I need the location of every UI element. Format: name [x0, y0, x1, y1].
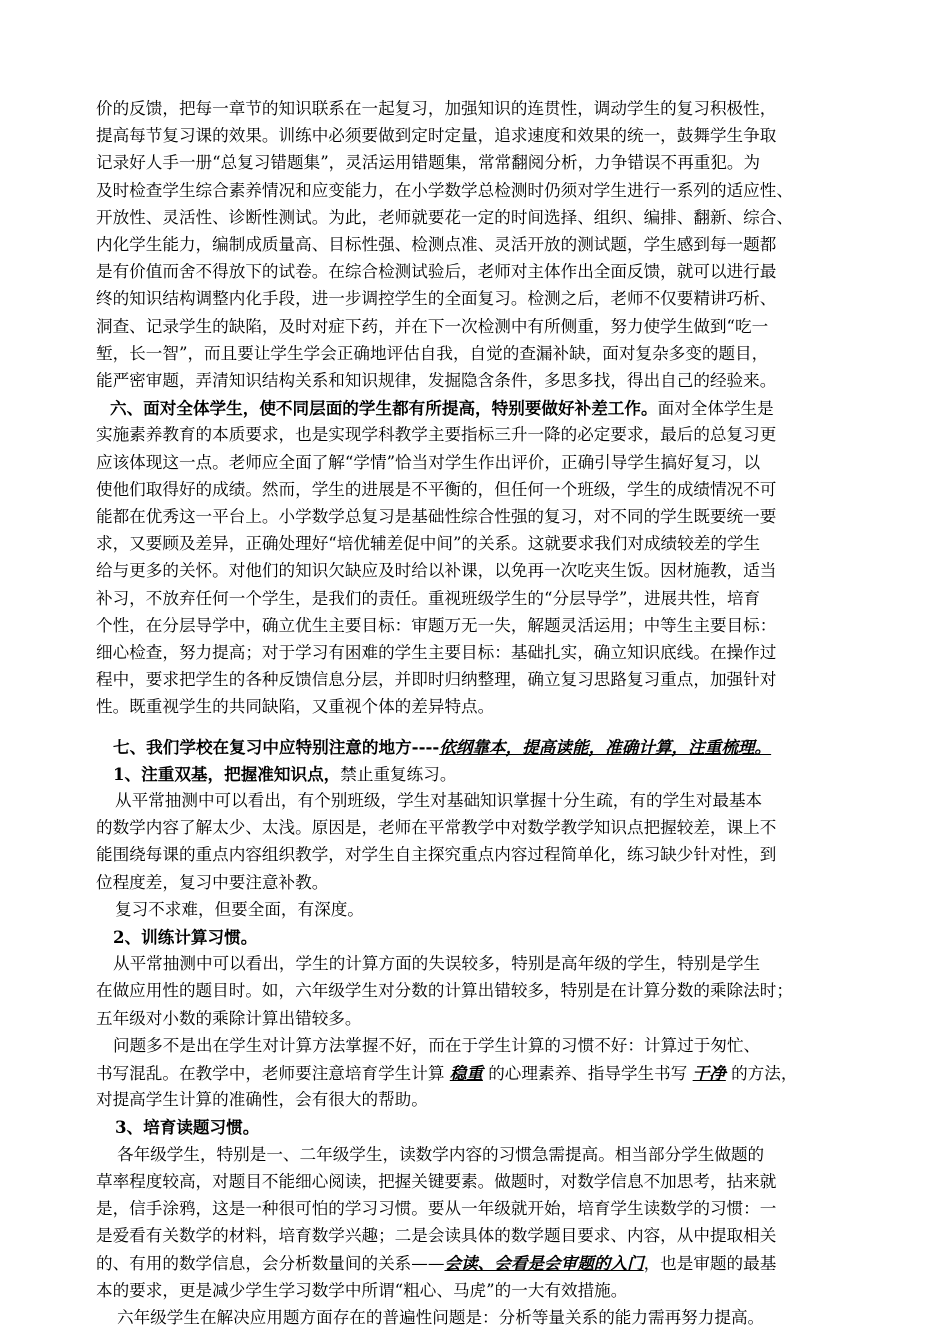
paragraph-line-mixed [96, 1060, 797, 1086]
paragraph-line: 记录好人手一册“总复习错题集”，灵活运用错题集，常常翻阅分析，力争错误不再重犯。为 [96, 153, 761, 173]
paragraph-line: 提高每节复习课的效果。训练中必须要做到定时定量，追求速度和效果的统一，鼓舞学生争取 [96, 126, 777, 146]
section-6-heading: 六、面对全体学生，使不同层面的学生都有所提高，特别要做好补差工作。 [110, 398, 658, 419]
paragraph-line: 从平常抽测中可以看出，学生的计算方面的失误较多，特别是高年级的学生，特别是学生 [113, 954, 761, 974]
paragraph-line: 价的反馈，把每一章节的知识联系在一起复习，加强知识的连贯性，调动学生的复习积极性， [96, 99, 777, 118]
paragraph-line-mixed [96, 1250, 776, 1276]
paragraph-line: 是有价值而舍不得放下的试卷。在综合检测试验后，老师对主体作出全面反馈，就可以进行最 [96, 262, 777, 282]
paragraph-line: 程中，要求把学生的各种反馈信息分层，并即时归纳整理，确立复习思路复习重点，加强针对 [96, 670, 777, 690]
text-run: 的方法， [731, 1064, 798, 1083]
paragraph-line: 本的要求，更是减少学生学习数学中所谓“粗心、马虎”的一大有效措施。 [96, 1280, 628, 1300]
paragraph-line: 性。既重视学生的共同缺陷，又重视个体的差异特点。 [96, 697, 495, 717]
subsection-2-heading: 2、训练计算习惯。 [113, 927, 258, 947]
paragraph-line: 各年级学生，特别是一、二年级学生，读数学内容的习惯急需提高。相当部分学生做题的 [117, 1144, 765, 1164]
section-6-first-line [110, 395, 774, 421]
paragraph-line: 实施素养教育的本质要求，也是实现学科教学主要指标三升一降的必定要求，最后的总复习更 [96, 425, 777, 445]
emphasis-reading: 会读、会看是会审题的入门 [444, 1253, 644, 1274]
subsection-1-heading: 1、注重双基，把握准知识点， [113, 763, 341, 784]
paragraph-line: 能围绕每课的重点内容组织教学，对学生自主探究重点内容过程简单化，练习缺少针对性，到 [96, 845, 777, 865]
text-run: 书写混乱。在教学中，老师要注意培育学生计算 [96, 1064, 445, 1083]
paragraph-line: 的数学内容了解太少、太浅。原因是，老师在平常教学中对数学教学知识点把握较差，课上不 [96, 818, 777, 838]
paragraph-line: 使他们取得好的成绩。然而，学生的进展是不平衡的，但任何一个班级，学生的成绩情况不可 [96, 479, 777, 499]
section-7-heading-line [113, 734, 771, 760]
paragraph-line: 在做应用性的题目时。如，六年级学生对分数的计算出错较多，特别是在计算分数的乘除法时； [96, 981, 793, 1001]
paragraph-line: 应该体现这一点。老师应全面了解“学情”恰当对学生作出评价，正确引导学生搞好复习，以 [96, 452, 761, 472]
paragraph-line: 问题多不是出在学生对计算方法掌握不好，而在于学生计算的习惯不好：计算过于匆忙、 [113, 1035, 761, 1055]
subsection-3-heading: 3、培育读题习惯。 [115, 1117, 260, 1138]
paragraph-line: 细心检查，努力提高；对于学习有困难的学生主要目标：基础扎实，确立知识底线。在操作过 [96, 643, 777, 662]
paragraph-line: 能都在优秀这一平台上。小学数学总复习是基础性综合性强的复习，对不同的学生既要统一要 [96, 507, 777, 526]
emphasis-stable: 稳重 [449, 1063, 483, 1083]
subsection-1-line [113, 761, 456, 787]
paragraph-line: 补习，不放弃任何一个学生，是我们的责任。重视班级学生的“分层导学”，进展共性，培育 [96, 588, 761, 608]
paragraph-line: 对提高学生计算的准确性，会有很大的帮助。 [96, 1090, 428, 1110]
paragraph-line: 能严密审题，弄清知识结构关系和知识规律，发掘隐含条件，多思多找，得出自己的经验来。 [96, 371, 777, 390]
paragraph-line: 内化学生能力，编制成质量高、目标性强、检测点准、灵活开放的测试题，学生感到每一题都 [96, 235, 777, 254]
paragraph-line: 堑，长一智”，而且要让学生学会正确地评估自我，自觉的查漏补缺，面对复杂多变的题目， [96, 343, 769, 363]
paragraph-line: 及时检查学生综合素养情况和应变能力，在小学数学总检测时仍须对学生进行一系列的适应性、 [96, 180, 793, 200]
paragraph-line: 从平常抽测中可以看出，有个别班级，学生对基础知识掌握十分生疏，有的学生对最基本 [115, 791, 763, 810]
paragraph-line: 个性，在分层导学中，确立优生主要目标：审题万无一失，解题灵活运用；中等生主要目标： [96, 615, 777, 635]
paragraph-line: 开放性、灵活性、诊断性测试。为此，老师就要花一定的时间选择、组织、编排、翻新、综合、 [96, 207, 793, 227]
section-6-lead-text: 面对全体学生是 [657, 399, 774, 419]
paragraph-line: 六年级学生在解决应用题方面存在的普遍性问题是：分析等量关系的能力需再努力提高。 [117, 1307, 765, 1327]
paragraph-line: 终的知识结构调整内化手段，进一步调控学生的全面复习。检测之后，老师不仅要精讲巧析、 [96, 289, 777, 309]
paragraph-line: 位程度差，复习中要注意补教。 [96, 872, 329, 892]
section-7-heading: 七、我们学校在复习中应特别注意的地方---- [113, 736, 440, 757]
text-run: 的心理素养、指导学生书写 [488, 1064, 688, 1083]
paragraph-line: 是爱看有关数学的材料，培育数学兴趣；二是会读具体的数学题目要求、内容，从中提取相关 [96, 1226, 777, 1246]
paragraph-line: 是，信手涂鸦，这是一种很可怕的学习习惯。要从一年级就开始，培育学生读数学的习惯：一 [96, 1199, 777, 1218]
paragraph-line: 给与更多的关怀。对他们的知识欠缺应及时给以补课，以免再一次吃夹生饭。因材施教，适当 [96, 561, 777, 581]
text-run: 的、有用的数学信息，会分析数量间的关系—— [96, 1254, 445, 1274]
text-run: ，也是审题的最基 [643, 1254, 777, 1274]
section-7-emphasis: 依纲靠本，提高读能，准确计算，注重梳理。 [439, 736, 772, 757]
paragraph-line: 五年级对小数的乘除计算出错较多。 [96, 1008, 362, 1028]
paragraph-line: 草率程度较高，对题目不能细心阅读，把握关键要素。做题时，对数学信息不加思考，拈来就 [96, 1171, 777, 1191]
paragraph-line: 求，又要顾及差异，正确处理好“培优辅差促中间”的关系。这就要求我们对成绩较差的学生 [96, 534, 761, 554]
subsection-1-heading-rest: 禁止重复练习。 [340, 764, 457, 784]
emphasis-clean: 干净 [692, 1063, 726, 1083]
paragraph-line: 洞查、记录学生的缺陷，及时对症下药，并在下一次检测中有所侧重，努力使学生做到“吃一 [96, 316, 769, 336]
paragraph-line: 复习不求难，但要全面，有深度。 [115, 899, 364, 919]
